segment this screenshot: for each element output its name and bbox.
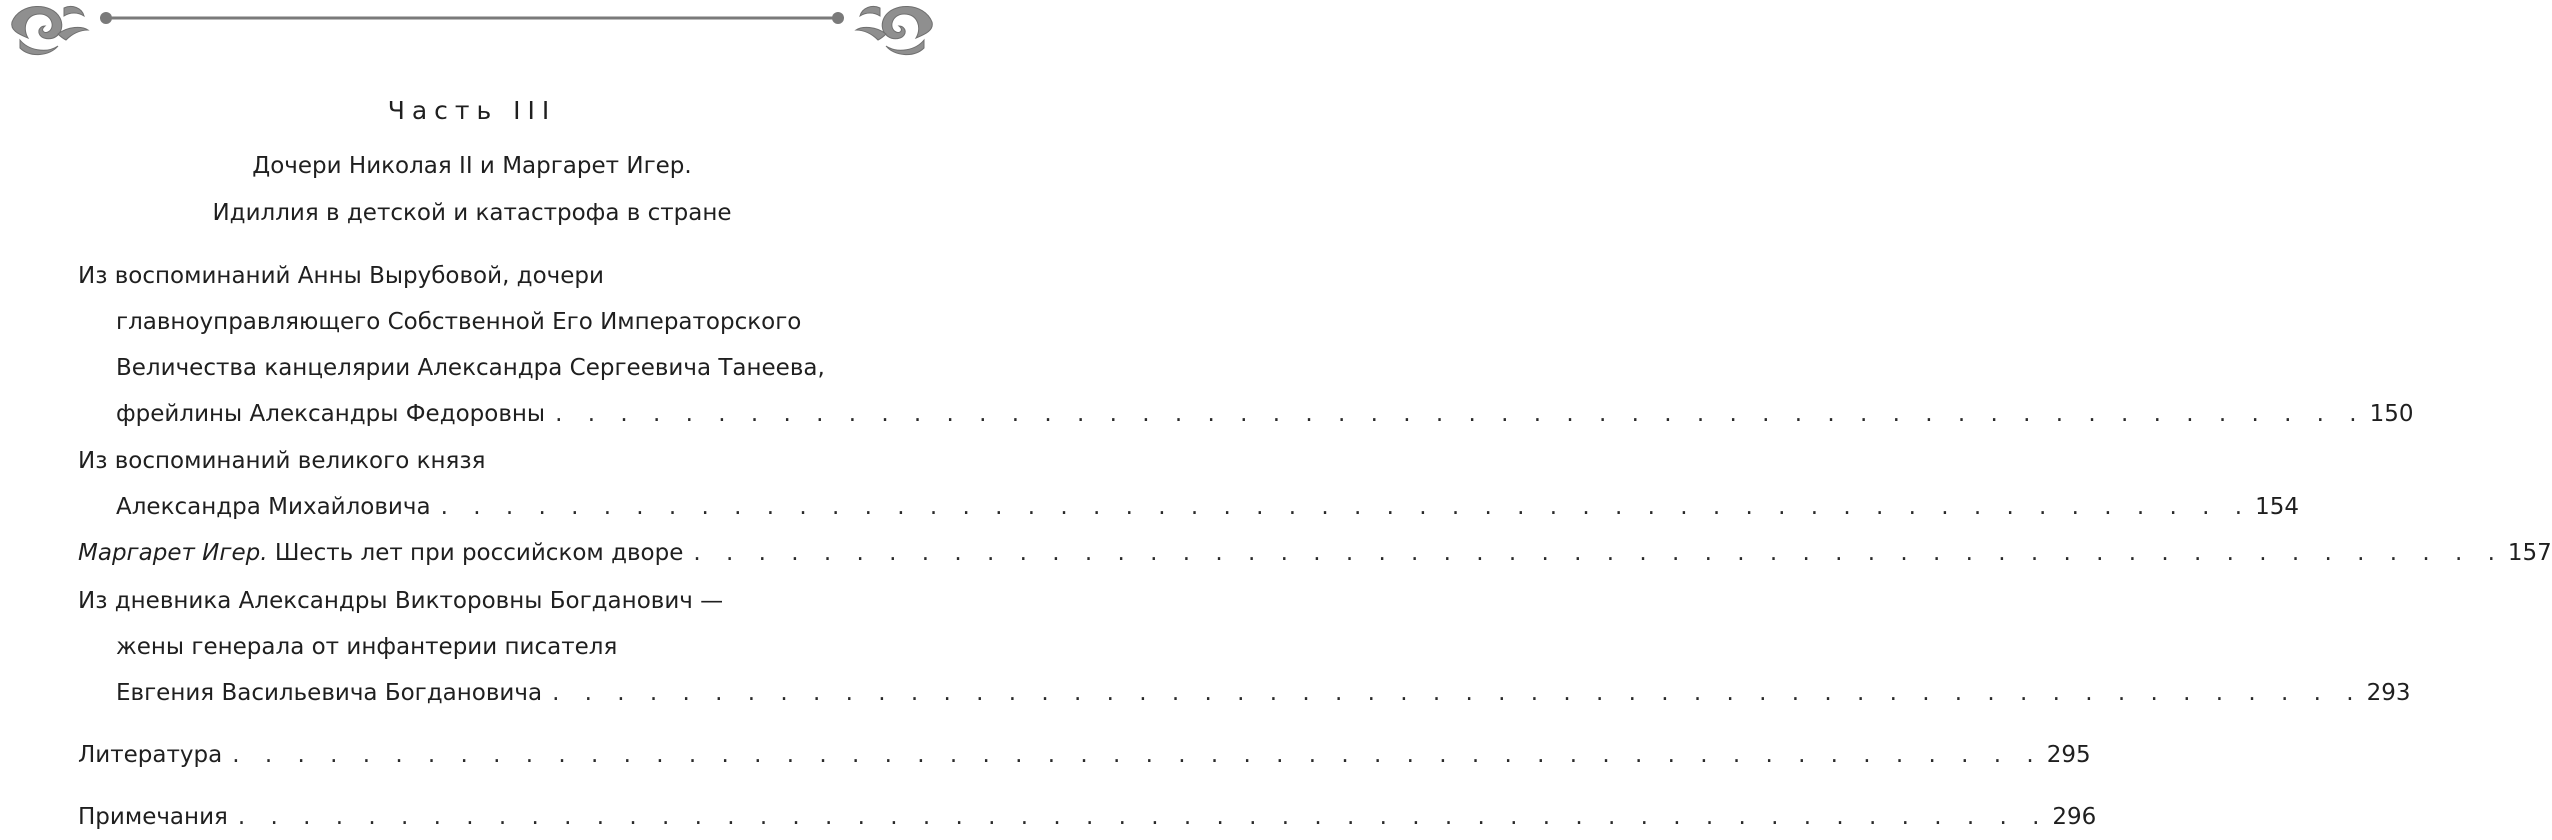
- toc-entry-text: Примечания: [78, 804, 228, 830]
- header-ornament: [0, 0, 944, 70]
- part-subtitle-line-1: Дочери Николая II и Маргарет Игер.: [252, 153, 692, 179]
- toc-entry[interactable]: [78, 538, 2552, 568]
- dot-leader: . . . . . . . . . . . . . . . . . . . . . . . . . . . . . . . . . . . . . . . . . . . . . . . . . . . . . . . .: [693, 540, 2504, 566]
- part-subtitle-line-2: Идиллия в детской и катастрофа в стране: [212, 200, 732, 226]
- dot-leader: . . . . . . . . . . . . . . . . . . . . . . . . . . . . . . . . . . . . . . . . . . . . . . . . . . . . . . . .: [232, 742, 2043, 768]
- toc-entry-text: главноуправляющего Собственной Его Императорского: [116, 309, 802, 335]
- toc-entry-text: Евгения Васильевича Богдановича: [116, 680, 543, 706]
- toc-entry-text: жены генерала от инфантерии писателя: [116, 634, 618, 660]
- toc-entry[interactable]: [116, 492, 2300, 522]
- dot-leader: . . . . . . . . . . . . . . . . . . . . . . . . . . . . . . . . . . . . . . . . . . . . . . . . . . . . . . . .: [555, 401, 2366, 427]
- page-number: 293: [2366, 680, 2411, 706]
- page-number: 157: [2507, 540, 2552, 566]
- flourish-divider-icon: [0, 0, 944, 70]
- toc-entry-text: Александра Михайловича: [116, 494, 431, 520]
- dot-leader: . . . . . . . . . . . . . . . . . . . . . . . . . . . . . . . . . . . . . . . . . . . . . . . . . . . . . . . .: [237, 804, 2049, 830]
- toc-entry-text: фрейлины Александры Федоровны: [116, 401, 546, 427]
- part-heading: Часть III: [387, 96, 557, 125]
- toc-entry-text: Величества канцелярии Александра Сергеевича Танеева,: [116, 355, 825, 381]
- toc-entry-text: Шесть лет при российском дворе: [267, 540, 684, 566]
- toc-entry-text: Из воспоминаний Анны Вырубовой, дочери: [78, 263, 604, 289]
- dot-leader: . . . . . . . . . . . . . . . . . . . . . . . . . . . . . . . . . . . . . . . . . . . . . . . . . . . . . . . .: [440, 494, 2252, 520]
- page-number: 295: [2046, 742, 2091, 768]
- toc-entry[interactable]: [116, 399, 2414, 429]
- page-number: 154: [2255, 494, 2300, 520]
- page-number: 150: [2369, 401, 2414, 427]
- toc-entry-text: Из воспоминаний великого князя: [78, 448, 486, 474]
- toc-entry[interactable]: [78, 802, 2097, 832]
- toc-entry-author: Маргарет Игер.: [78, 540, 268, 566]
- toc-entry-text: Из дневника Александры Викторовны Богданович —: [78, 588, 724, 614]
- page-number: 296: [2052, 804, 2097, 830]
- toc-entry-text: Литература: [78, 742, 223, 768]
- toc-entry[interactable]: [116, 678, 2411, 708]
- toc-entry[interactable]: [78, 740, 2091, 770]
- dot-leader: . . . . . . . . . . . . . . . . . . . . . . . . . . . . . . . . . . . . . . . . . . . . . . . . . . . . . . . .: [552, 680, 2363, 706]
